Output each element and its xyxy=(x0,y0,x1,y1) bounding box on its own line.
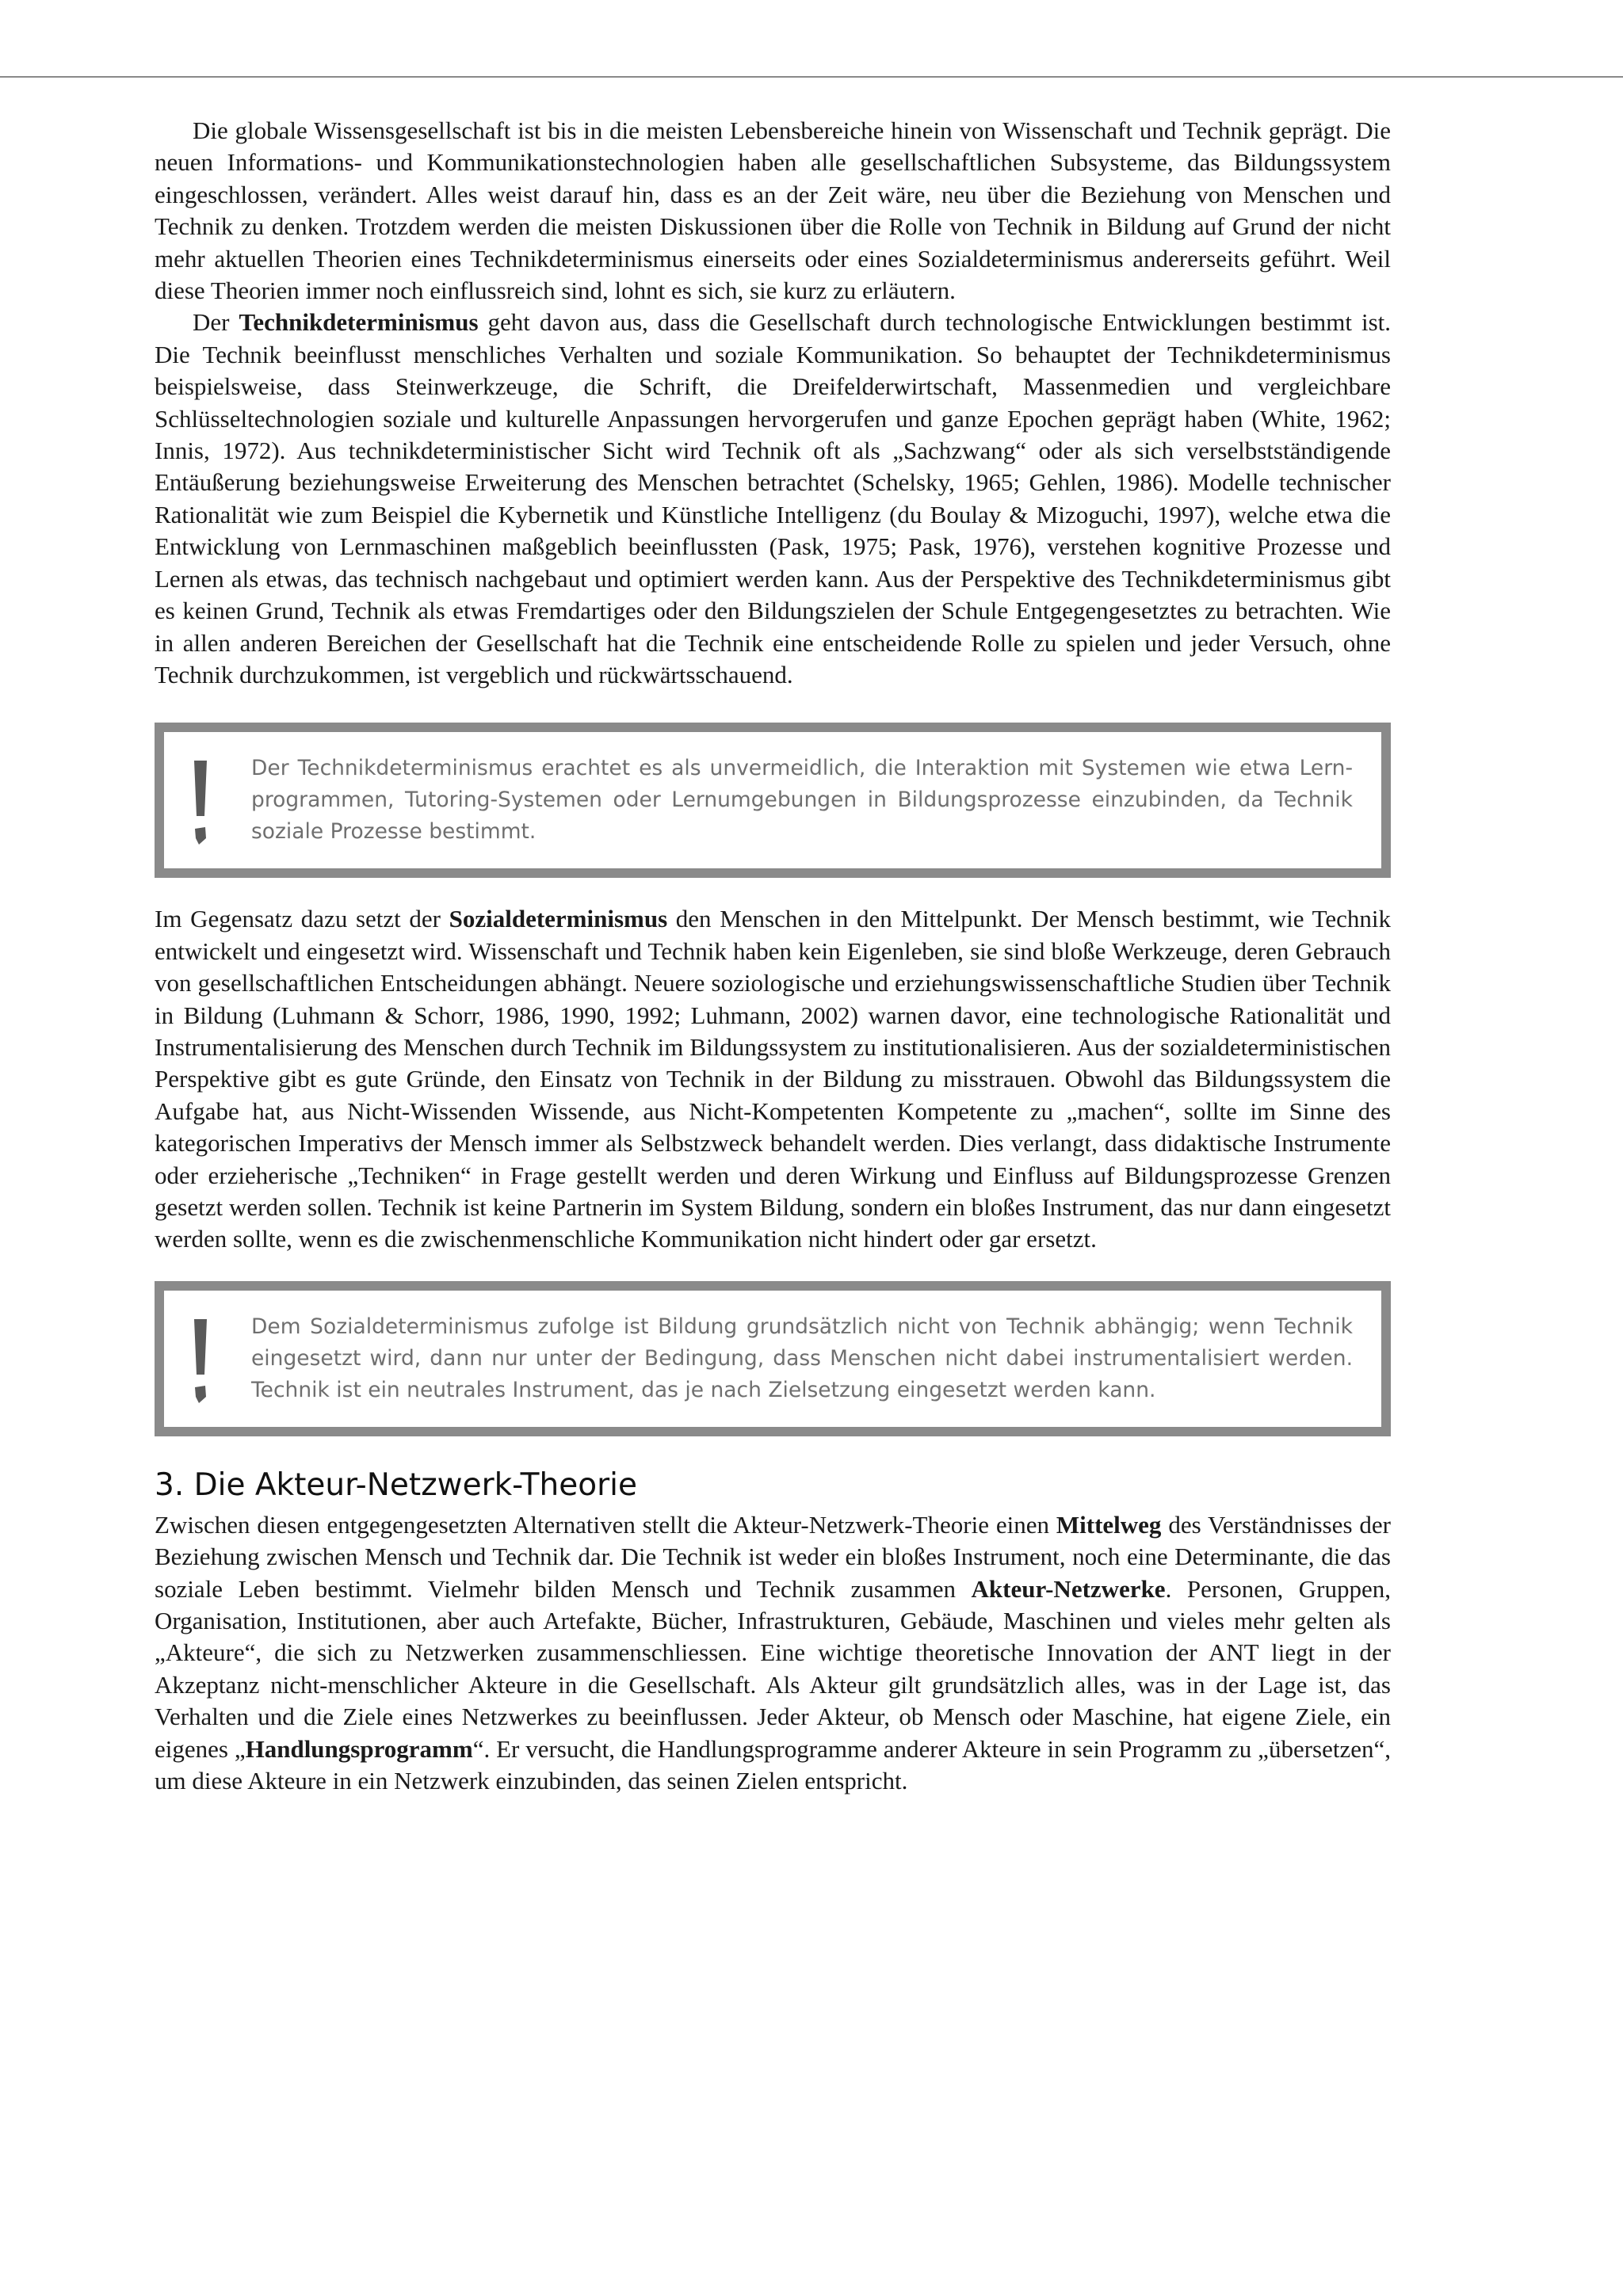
paragraph-text: “. Er versucht, die Handlungsprogramme anderer Akteure in sein Programm zu „übersetzen“, um diese Akteure in ein Netzwerk einzubinden, das seinen Zielen entspricht. xyxy=(155,1734,1391,1795)
term-mittelweg: Mittelweg xyxy=(1056,1510,1162,1539)
page-content xyxy=(155,115,1391,1797)
paragraph-text: den Menschen in den Mittelpunkt. Der Mensch bestimmt, wie Technik entwickelt und eingesetzt wird. Wissenschaft und Technik haben kein Eigenleben, sie sind bloße Werkzeuge, deren Gebrauch von gesellschaftlichen Entscheidungen abhängt. Neuere soziologische und erziehungswissenschaftliche Studien über Technik in Bildung (Luhmann & Schorr, 1986, 1990, 1992; Luhmann, 2002) warnen davor, eine technologische Rationalität und Instrumentalisierung des Menschen durch Technik im Bildungssystem zu institutionalisieren. Aus der sozialdeterministischen Perspektive gibt es gute Gründe, den Einsatz von Technik in der Bildung zu misstrauen. Obwohl das Bildungssystem die Aufgabe hat, aus Nicht-Wissenden Wissende, aus Nicht-Kompetenten Kompetente zu „machen“, sollte im Sinne des kategorischen Imperativs der Mensch immer als Selbstzweck behandelt werden. Dies verlangt, dass didaktische Instrumente oder erzieherische „Techniken“ in Frage gestellt werden und deren Wirkung und Einfluss auf Bildungsprozesse Grenzen gesetzt werden sollen. Technik ist keine Partnerin im System Bildung, sondern ein bloßes Instrument, das nur dann eingesetzt werden sollte, wenn es die zwischenmenschliche Kommunikation nicht hindert oder gar ersetzt. xyxy=(155,905,1392,1253)
paragraph-text: Zwischen diesen entgegengesetzten Alternativen stellt die Akteur-Netzwerk-Theorie einen xyxy=(155,1510,1056,1539)
callout-text: Der Technikdeterminismus erachtet es als unvermeidlich, die Interaktion mit Systemen wie etwa Lernprogrammen, Tutoring-Systemen oder Lernumgebungen in Bildungsprozesse einzubinden, da Technik soziale Prozesse bestimmt. xyxy=(251,756,1353,845)
paragraph-intro-text: Die globale Wissensgesellschaft ist bis in die meisten Lebensbereiche hinein von Wissenschaft und Technik geprägt. Die neuen Informations- und Kommunikationstechnologien haben alle gesellschaftlichen Subsysteme, das Bildungssystem eingeschlossen, verändert. Alles weist darauf hin, dass es an der Zeit wäre, neu über die Beziehung von Menschen und Technik zu denken. Trotzdem werden die meisten Diskussionen über die Rolle von Technik in Bildung auf Grund der nicht mehr aktuellen Theorien eines Technikdeterminismus einerseits oder eines Sozialdeterminismus andererseits geführt. Weil diese Theorien immer noch einflussreich sind, lohnt es sich, sie kurz zu erläutern. xyxy=(155,116,1391,305)
exclamation-icon xyxy=(193,759,208,846)
paragraph-text: geht davon aus, dass die Gesellschaft durch technologische Entwicklungen bestimmt ist. Die Technik beeinflusst menschliches Verhalten und soziale Kommunikation. So behauptet der Technikdeterminismus beispielsweise, dass Steinwerkzeuge, die Schrift, die Dreifelderwirtschaft, Massenmedien und vergleichbare Schlüsseltechnologien soziale und kulturelle Anpassungen hervorgerufen und ganze Epochen geprägt haben (White, 1962; Innis, 1972). Aus technikdeterministischer Sicht wird Technik oft als „Sachzwang“ oder als sich verselbstständigende Entäußerung beziehungsweise Erweiterung des Menschen betrachtet (Schelsky, 1965; Gehlen, 1986). Modelle technischer Rationalität wie zum Beispiel die Kybernetik und Künstliche Intelligenz (du Boulay & Mizoguchi, 1997), welche etwa die Entwicklung von Lernmaschinen maßgeblich beeinflussten (Pask, 1975; Pask, 1976), verstehen kognitive Prozesse und Lernen als etwas, das technisch nachgebaut und optimiert werden kann. Aus der Perspektive des Technikdeterminismus gibt es keinen Grund, Technik als etwas Fremdartiges oder den Bildungszielen der Schule Entgegengesetztes zu betrachten. Wie in allen anderen Bereichen der Gesellschaft hat die Technik eine entscheidende Rolle zu spielen und jeder Versuch, ohne Technik durchzukommen, ist vergeblich und rückwärtsschauend. xyxy=(155,308,1391,688)
section-heading: 3. Die Akteur-Netzwerk-Theorie xyxy=(155,1466,637,1503)
header-rule xyxy=(0,76,1623,78)
exclamation-icon xyxy=(193,1318,208,1405)
term-handlungsprogramm: Handlungsprogramm xyxy=(245,1734,473,1763)
paragraph-technikdeterminismus xyxy=(155,307,1391,691)
term-sozialdeterminismus: Sozialdeterminismus xyxy=(449,905,668,933)
term-technikdeterminismus: Technikdeterminismus xyxy=(239,308,479,337)
paragraph-text: des Verständnisses der Beziehung zwischen Mensch und Technik dar. Die Technik ist weder ein bloßes Instrument, noch eine Determinante, die das soziale Leben bestimmt. Vielmehr bilden Mensch und Technik zusammen xyxy=(155,1510,1391,1603)
paragraph-intro xyxy=(155,115,1391,307)
term-akteur-netzwerke: Akteur-Netzwerke xyxy=(971,1574,1166,1603)
paragraph-sozialdeterminismus xyxy=(155,903,1391,1255)
paragraph-text: Im Gegensatz dazu setzt der xyxy=(155,905,449,933)
callout-box-technikdeterminismus xyxy=(155,723,1391,878)
paragraph-akteur-netzwerk xyxy=(155,1509,1391,1798)
callout-text: Dem Sozialdeterminismus zufolge ist Bildung grundsätzlich nicht von Technik abhängig; wenn Technik eingesetzt wird, dann nur unter der Bedingung, dass Menschen nicht dabei instrumentalisiert werden. Technik ist ein neutrales Instrument, das je nach Zielsetzung eingesetzt werden kann. xyxy=(251,1314,1353,1402)
paragraph-text: Der xyxy=(193,308,239,337)
callout-box-sozialdeterminismus xyxy=(155,1281,1391,1436)
paragraph-text: . Personen, Gruppen, Organisation, Institutionen, aber auch Artefakte, Bücher, Infrastrukturen, Gebäude, Maschinen und vieles mehr gelten als „Akteure“, die sich zu Netzwerken zusammenschliessen. Eine wichtige theoretische Innovation der ANT liegt in der Akzeptanz nicht-menschlicher Akteure in die Gesellschaft. Als Akteur gilt grundsätzlich alles, was in der Lage ist, das Verhalten und die Ziele eines Netzwerkes zu beeinflussen. Jeder Akteur, ob Mensch oder Maschine, hat eigene Ziele, ein eigenes „ xyxy=(155,1574,1391,1763)
